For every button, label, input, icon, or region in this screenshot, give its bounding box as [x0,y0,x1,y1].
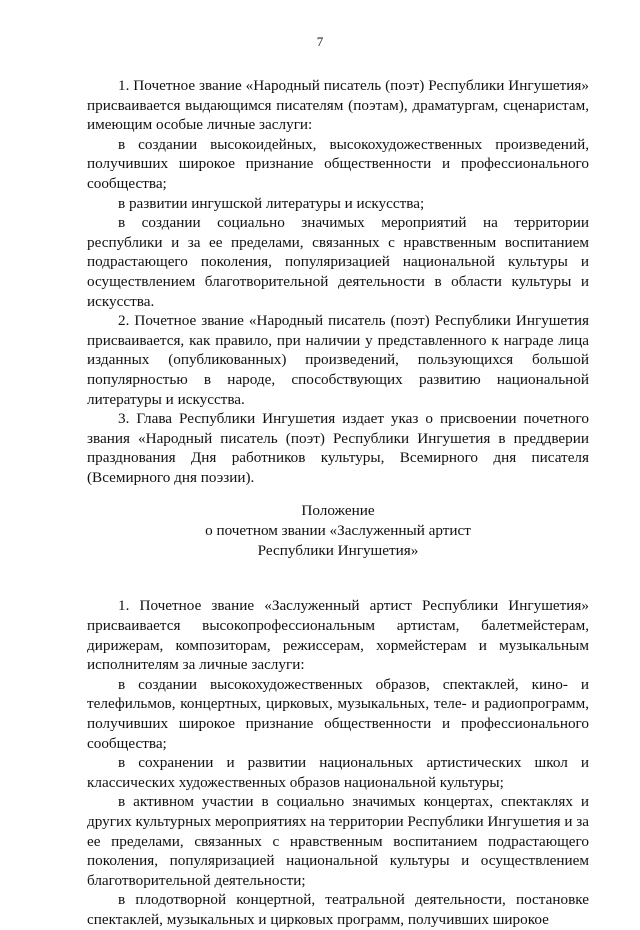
paragraph: 1. Почетное звание «Народный писатель (поэт) Республики Ингушетия» присваивается выдающимся писателям (поэтам), драматургам, сценаристам, имеющим особые личные заслуги: [87,77,589,134]
paragraph: в сохранении и развитии национальных артистических школ и классических художественных образов национальной культуры; [87,754,589,791]
paragraph: 3. Глава Республики Ингушетия издает указ о присвоении почетного звания «Народный писатель (поэт) Республики Ингушетия в преддверии празднования Дня работников культуры, Всемирного дня писателя (Всемирного дня поэзии). [87,410,589,486]
paragraph: в создании высокоидейных, высокохудожественных произведений, получивших широкое признание общественности и профессионального сообщества; [87,135,589,192]
heading-line: Республики Ингушетия» [257,542,419,560]
paragraph: в активном участии в социально значимых концертах, спектаклях и других культурных мероприятиях на территории Республики Ингушетия и за ее пределами, связанных с нравственным воспитанием подрастающего поколения, популяризацией национальной культуры и осуществлением благотворительной деятельности; [87,793,589,889]
paragraph: в развитии ингушской литературы и искусства; [118,194,425,212]
paragraph: в создании высокохудожественных образов, спектаклей, кино- и телефильмов, концертных, цирковых, музыкальных, теле- и радиопрограмм, получивших широкое признание общественности и профессионального сообщества; [87,675,589,752]
heading-line: о почетном звании «Заслуженный артист [205,522,471,540]
paragraph: 1. Почетное звание «Заслуженный артист Республики Ингушетия» присваивается высокопрофессиональным артистам, балетмейстерам, дирижерам, композиторам, режиссерам, хормейстерам и музыкальным исполнителям за личные заслуги: [87,597,589,674]
heading-line: Положение [301,502,375,520]
section-heading [87,501,589,561]
section-honored-artist [87,596,589,929]
page-number: 7 [316,34,324,49]
paragraph: в создании социально значимых мероприятий на территории республики и за ее пределами, связанных с нравственным воспитанием подрастающего поколения, популяризацией национальной культуры и осуществлением благотворительной деятельности в области культуры и искусства. [87,214,589,310]
paragraph: в плодотворной концертной, театральной деятельности, постановке спектаклей, музыкальных и цирковых программ, получивших широкое [87,891,589,928]
document-body [87,76,589,930]
paragraph: 2. Почетное звание «Народный писатель (поэт) Республики Ингушетия присваивается, как правило, при наличии у представленного к награде лица изданных (опубликованных) произведений, пользующихся большой популярностью в народе, способствующих развитию национальной литературы и искусства. [87,312,589,408]
section-people-writer [87,76,589,487]
